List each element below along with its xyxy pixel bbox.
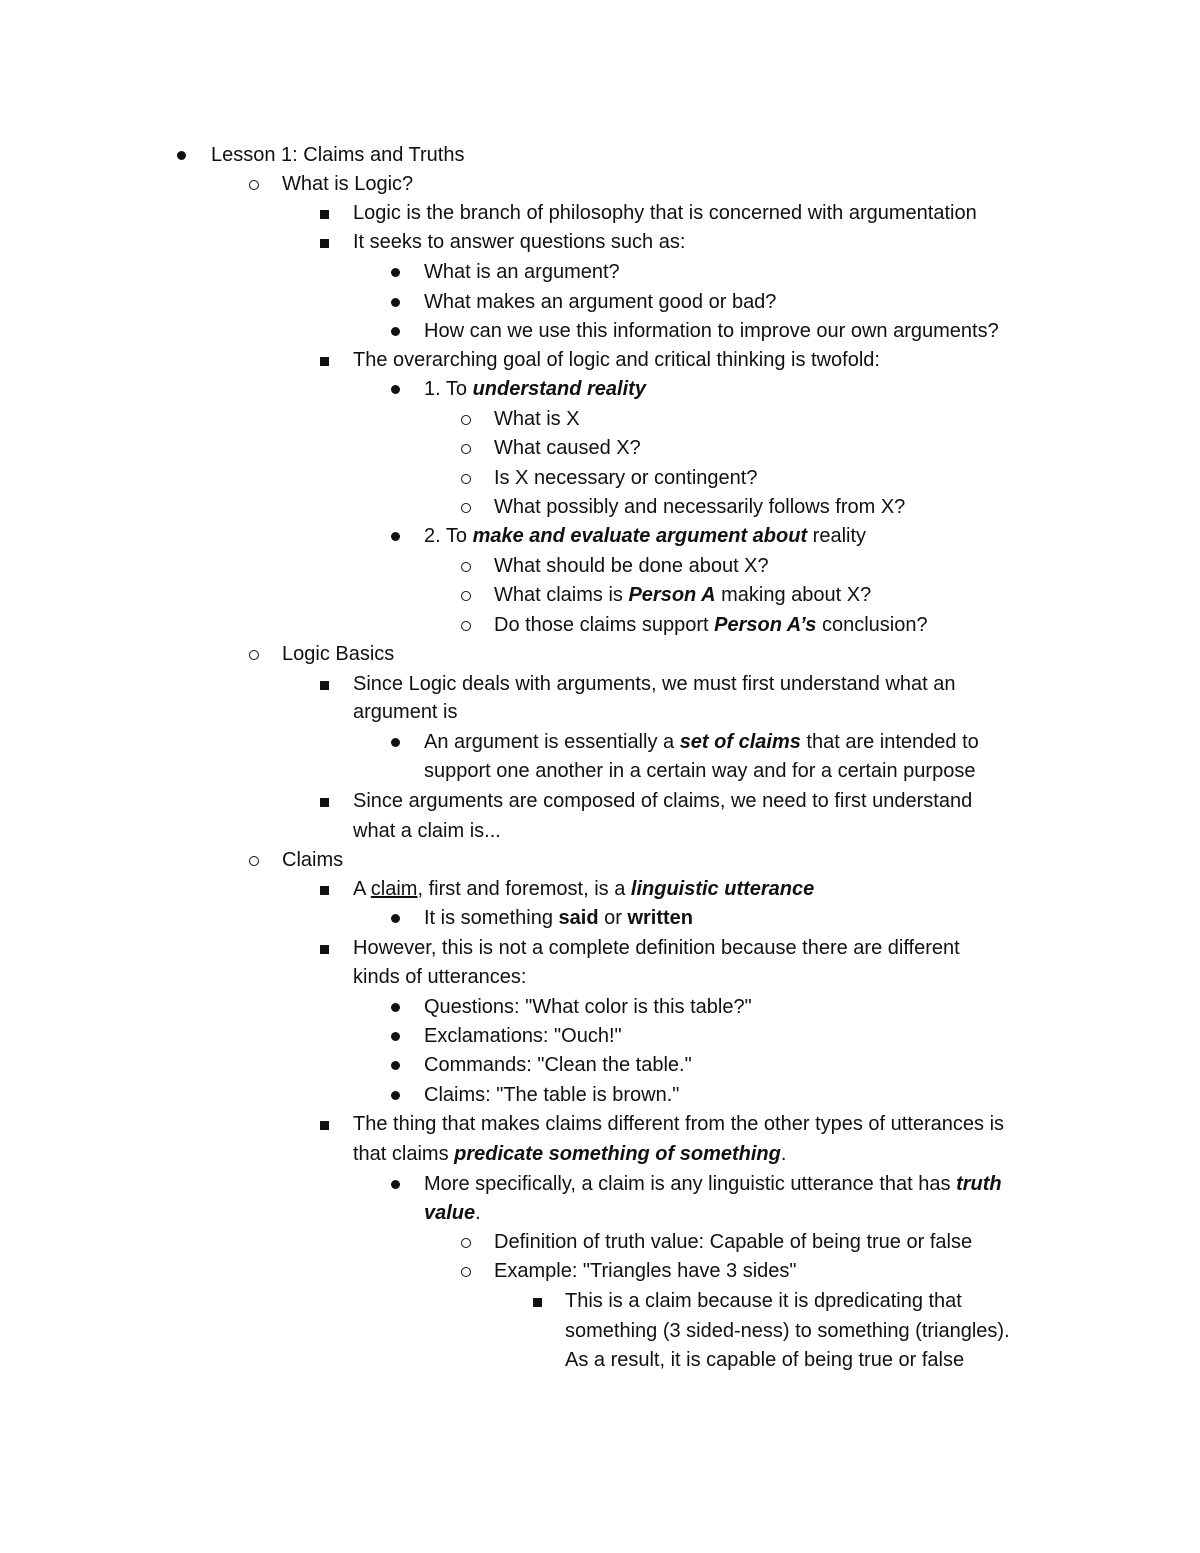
- section-heading-logic-basics: Logic Basics: [282, 643, 395, 665]
- item-prefix: It is something: [424, 907, 559, 929]
- list-item-continuation: kinds of utterances:: [353, 966, 527, 988]
- list-item: [424, 904, 693, 933]
- item-emphasis: Person A’s: [714, 614, 817, 636]
- bullet-icon: [385, 1051, 405, 1070]
- list-item-continuation: what a claim is...: [353, 820, 501, 842]
- hollow-bullet-icon: [456, 493, 476, 513]
- item-bold-written: written: [627, 907, 694, 929]
- bullet-icon: [385, 375, 405, 394]
- goal-1-prefix: 1. To: [424, 378, 473, 400]
- item-suffix: .: [475, 1202, 481, 1224]
- list-item-goal-2: [424, 522, 866, 551]
- list-item: [353, 875, 814, 904]
- item-emphasis: truth: [956, 1173, 1002, 1195]
- list-item: Since arguments are composed of claims, we need to first understand: [353, 790, 973, 812]
- item-emphasis: Person A: [628, 584, 716, 606]
- list-item: What caused X?: [494, 437, 641, 459]
- bullet-icon: [385, 1081, 405, 1100]
- square-bullet-icon: [527, 1287, 547, 1307]
- item-middle: , first and foremost, is a: [417, 878, 631, 900]
- list-item: Is X necessary or contingent?: [494, 467, 758, 489]
- hollow-bullet-icon: [456, 405, 476, 425]
- hollow-bullet-icon: [456, 581, 476, 601]
- square-bullet-icon: [314, 670, 334, 690]
- section-heading-claims: Claims: [282, 849, 344, 871]
- item-emphasis: linguistic utterance: [630, 878, 815, 900]
- list-item: What makes an argument good or bad?: [424, 291, 777, 313]
- claim-underlined-term: claim: [370, 878, 418, 900]
- list-item-continuation: As a result, it is capable of being true or false: [565, 1349, 965, 1371]
- lesson-title: Lesson 1: Claims and Truths: [211, 144, 465, 166]
- list-item-continuation: [353, 1140, 786, 1169]
- list-item: [494, 581, 871, 610]
- goal-2-suffix: reality: [807, 525, 867, 547]
- goal-1-emphasis: understand reality: [472, 378, 646, 400]
- bullet-icon: [385, 288, 405, 307]
- item-suffix: making about X?: [715, 584, 872, 606]
- list-item: [494, 611, 928, 640]
- square-bullet-icon: [314, 346, 334, 366]
- square-bullet-icon: [314, 199, 334, 219]
- hollow-bullet-icon: [244, 640, 264, 660]
- list-item: What possibly and necessarily follows from X?: [494, 496, 906, 518]
- item-emphasis: set of claims: [679, 731, 801, 753]
- list-item: [424, 1170, 1002, 1199]
- hollow-bullet-icon: [456, 464, 476, 484]
- list-item: Definition of truth value: Capable of being true or false: [494, 1231, 973, 1253]
- list-item: This is a claim because it is dpredicating that: [565, 1290, 962, 1312]
- bullet-icon: [385, 728, 405, 747]
- goal-2-prefix: 2. To: [424, 525, 473, 547]
- item-prefix: What claims is: [494, 584, 629, 606]
- item-bold-said: said: [558, 907, 599, 929]
- square-bullet-icon: [314, 787, 334, 807]
- list-item: [424, 728, 979, 757]
- bullet-icon: [385, 1170, 405, 1189]
- hollow-bullet-icon: [456, 1257, 476, 1277]
- item-emphasis: value: [424, 1202, 476, 1224]
- list-item: How can we use this information to improve our own arguments?: [424, 320, 999, 342]
- list-item: What is X: [494, 408, 580, 430]
- bullet-icon: [385, 522, 405, 541]
- square-bullet-icon: [314, 875, 334, 895]
- square-bullet-icon: [314, 934, 334, 954]
- list-item-continuation: [424, 1199, 481, 1228]
- list-item: Questions: "What color is this table?": [424, 996, 752, 1018]
- list-item: Claims: "The table is brown.": [424, 1084, 680, 1106]
- hollow-bullet-icon: [244, 846, 264, 866]
- list-item: What should be done about X?: [494, 555, 769, 577]
- item-prefix: More specifically, a claim is any linguistic utterance that has: [424, 1173, 957, 1195]
- list-item: The overarching goal of logic and critical thinking is twofold:: [353, 349, 880, 371]
- bullet-icon: [385, 317, 405, 336]
- bullet-icon: [385, 993, 405, 1012]
- list-item: Example: "Triangles have 3 sides": [494, 1260, 797, 1282]
- hollow-bullet-icon: [456, 1228, 476, 1248]
- item-suffix: .: [780, 1143, 787, 1165]
- hollow-bullet-icon: [456, 611, 476, 631]
- item-emphasis: predicate something of something: [454, 1143, 781, 1165]
- hollow-bullet-icon: [456, 552, 476, 572]
- list-item: Commands: "Clean the table.": [424, 1054, 692, 1076]
- hollow-bullet-icon: [456, 434, 476, 454]
- list-item: The thing that makes claims different from the other types of utterances is: [353, 1113, 1005, 1135]
- bullet-icon: [385, 1022, 405, 1041]
- list-item: Exclamations: "Ouch!": [424, 1025, 622, 1047]
- section-heading-what-is-logic: What is Logic?: [282, 173, 414, 195]
- hollow-bullet-icon: [244, 170, 264, 190]
- list-item: Logic is the branch of philosophy that is concerned with argumentation: [353, 202, 977, 224]
- item-prefix: Do those claims support: [494, 614, 715, 636]
- square-bullet-icon: [314, 1110, 334, 1130]
- bullet-icon: [385, 258, 405, 277]
- bullet-icon: [171, 141, 191, 160]
- list-item-continuation: something (3 sided-ness) to something (triangles).: [565, 1320, 1010, 1342]
- list-item: What is an argument?: [424, 261, 620, 283]
- bullet-icon: [385, 904, 405, 923]
- item-middle: or: [598, 907, 628, 929]
- list-item-goal-1: [424, 375, 646, 404]
- list-item-continuation: argument is: [353, 701, 458, 723]
- item-prefix: A: [353, 878, 371, 900]
- item-prefix: An argument is essentially a: [424, 731, 680, 753]
- item-prefix: that claims: [353, 1143, 455, 1165]
- list-item: It seeks to answer questions such as:: [353, 231, 686, 253]
- item-suffix: that are intended to: [800, 731, 979, 753]
- list-item: However, this is not a complete definition because there are different: [353, 937, 960, 959]
- goal-2-emphasis: make and evaluate argument about: [472, 525, 808, 547]
- list-item: Since Logic deals with arguments, we must first understand what an: [353, 673, 956, 695]
- square-bullet-icon: [314, 228, 334, 248]
- list-item-continuation: support one another in a certain way and for a certain purpose: [424, 760, 976, 782]
- item-suffix: conclusion?: [816, 614, 928, 636]
